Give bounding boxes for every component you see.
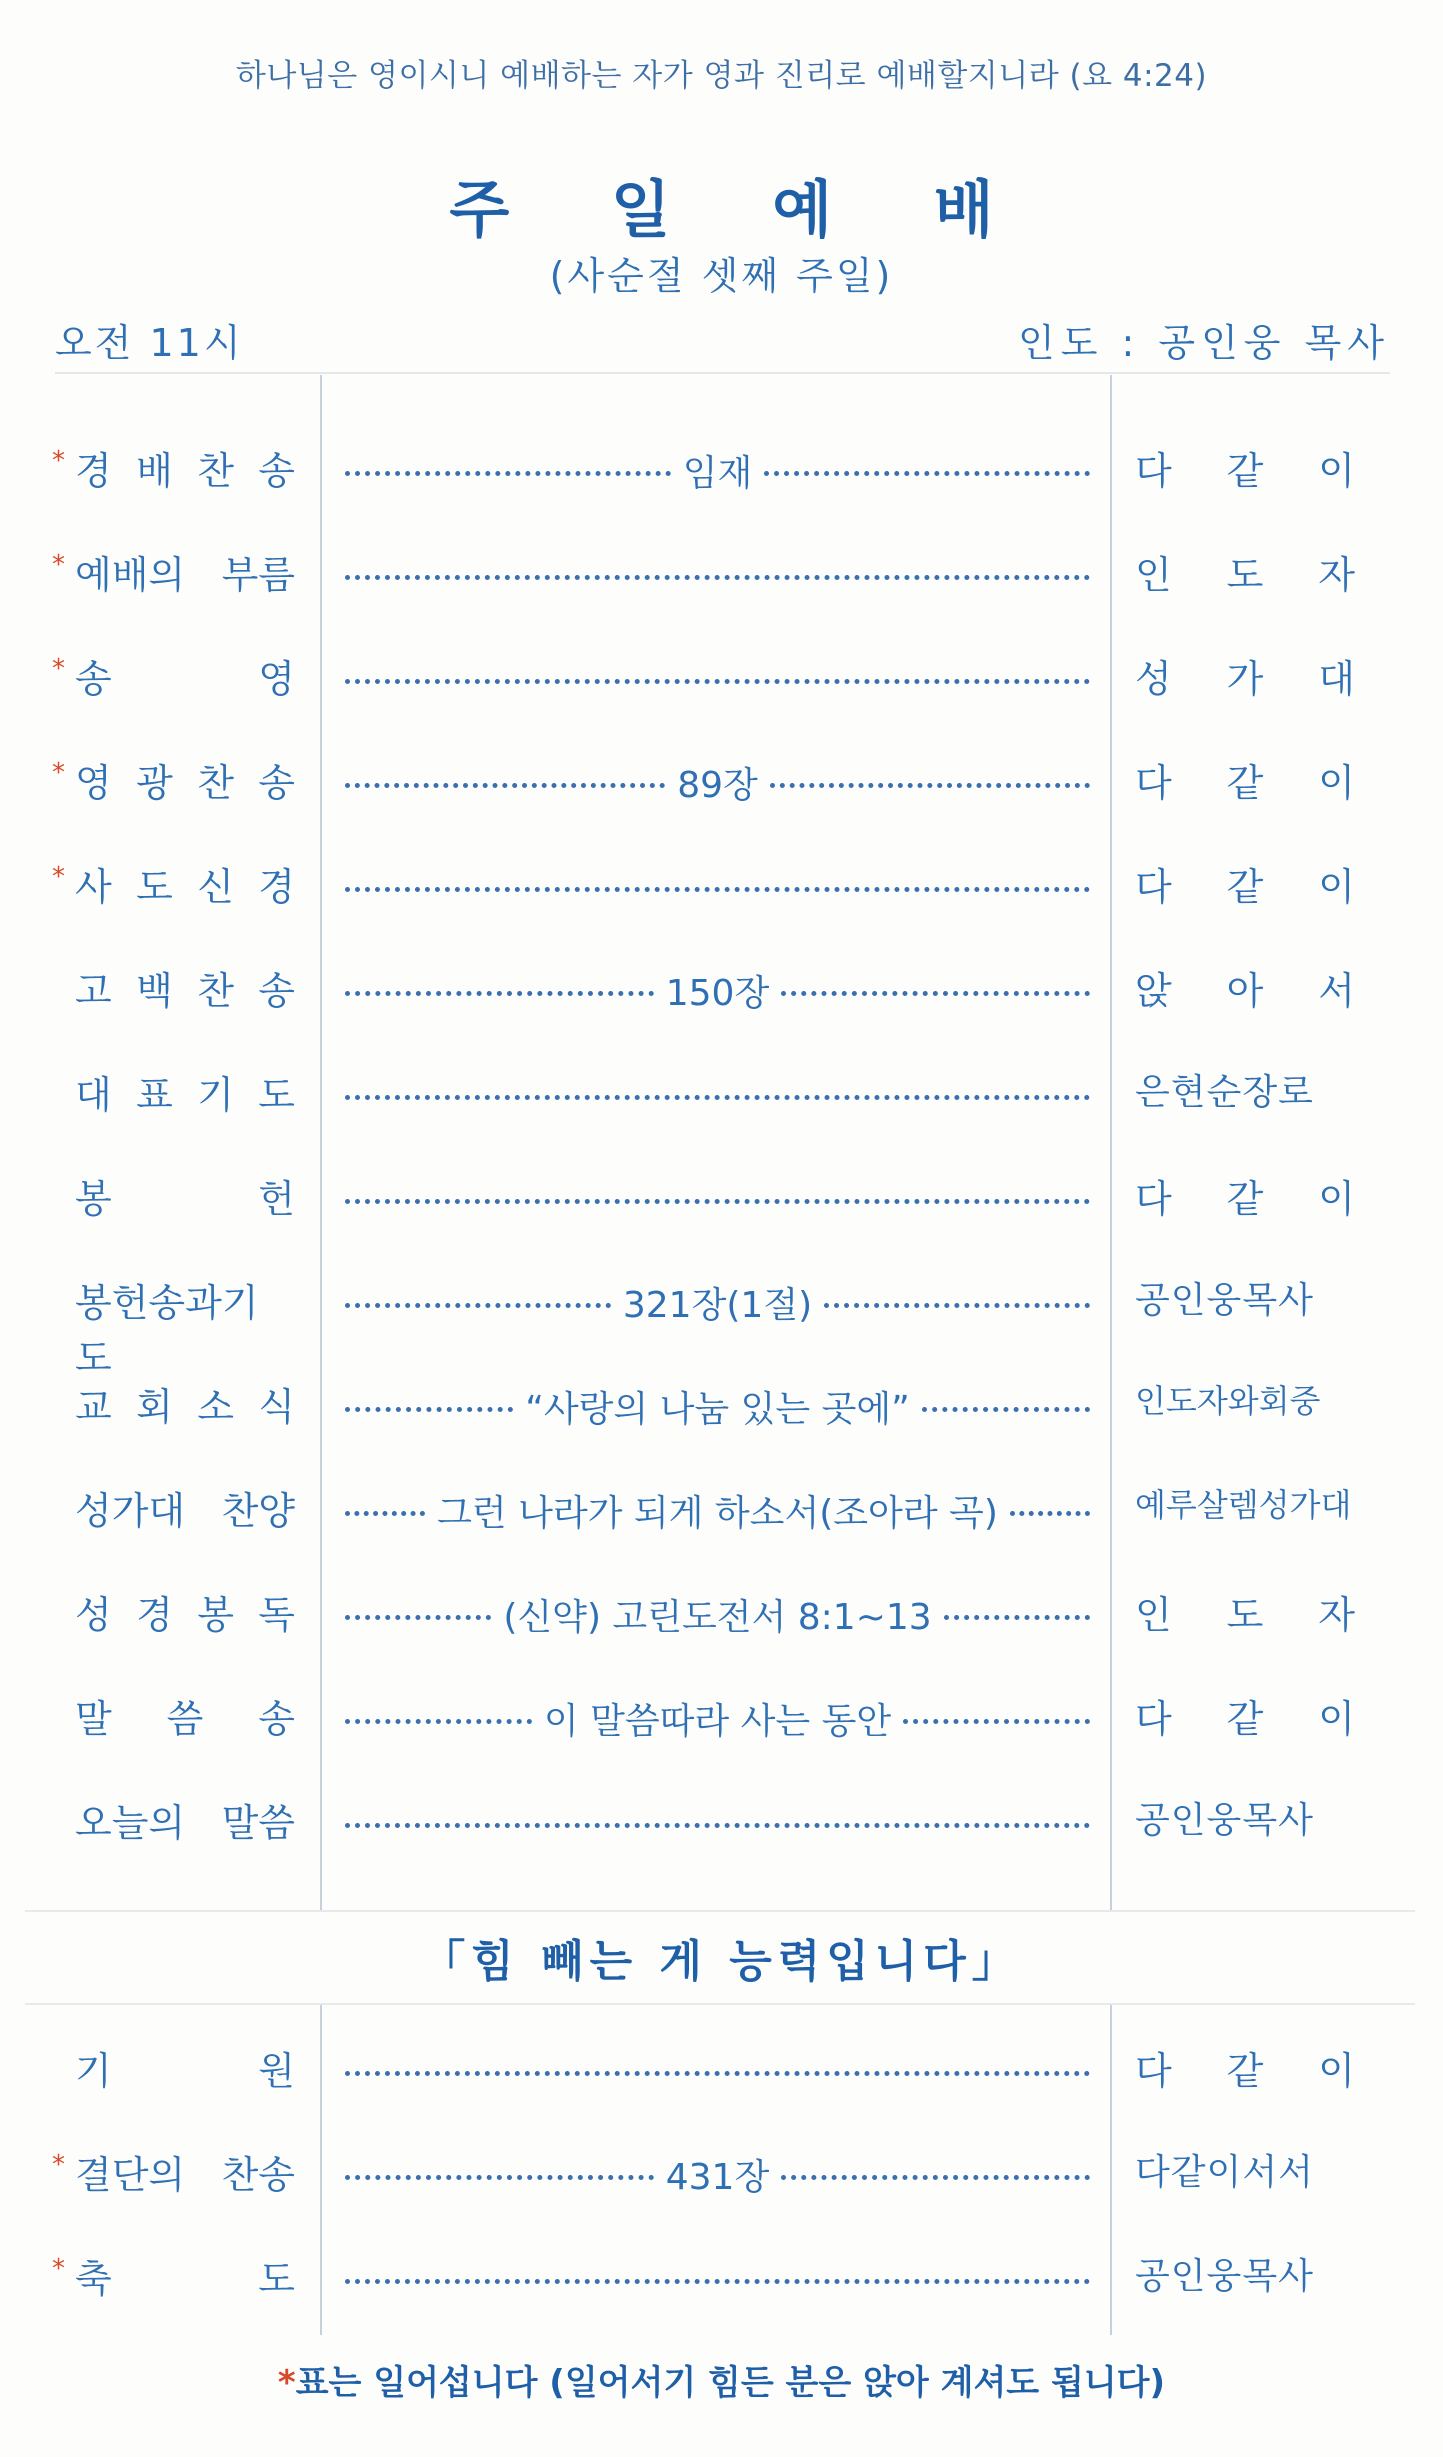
person-part: 예루살렘성가대 (1135, 1486, 1352, 1524)
order-item (0, 1272, 1443, 1380)
label-part: 축 (75, 2257, 112, 2301)
label-part: 찬양 (221, 1489, 295, 1533)
order-item-person (1135, 1584, 1355, 1639)
label-part: 송 (258, 969, 295, 1013)
label-part: 회 (136, 1385, 173, 1429)
order-item-label (75, 960, 295, 1015)
label-part: 봉 (197, 1593, 234, 1637)
order-item-person (1135, 856, 1355, 911)
label-part: 예배의 (75, 553, 186, 597)
person-part: 은현순장로 (1135, 1072, 1314, 1113)
order-item-label (75, 544, 295, 599)
order-item-content: 이 말씀따라 사는 동안 (543, 1700, 892, 1742)
page-subtitle: (사순절 셋째 주일) (549, 254, 894, 298)
dot-leader (345, 1719, 532, 1724)
label-part: 고 (75, 969, 112, 1013)
order-item-label (75, 2144, 295, 2199)
label-part: 말씀 (221, 1801, 295, 1845)
order-item-person (1135, 2248, 1355, 2299)
label-part: 성가대 (75, 1489, 186, 1533)
order-item-person (1135, 648, 1355, 703)
order-item-person (1135, 1272, 1355, 1323)
label-part: 헌 (258, 1177, 295, 1221)
label-part: 배 (136, 449, 173, 493)
order-item-detail (345, 2144, 1090, 2204)
person-part: 같 (1226, 449, 1264, 493)
order-item-label (75, 1584, 295, 1639)
person-part: 이 (1318, 449, 1355, 493)
person-part: 인 (1135, 553, 1172, 597)
person-part: 도 (1226, 553, 1264, 597)
label-part: 사 (75, 865, 112, 909)
order-item-label (75, 2248, 295, 2303)
person-part: 아 (1226, 969, 1264, 1013)
label-part: 신 (197, 865, 234, 909)
order-item-content: 321장(1절) (622, 1284, 813, 1326)
order-item-detail (345, 1688, 1090, 1748)
order-item-detail (345, 960, 1090, 1020)
order-item-label (75, 1168, 295, 1223)
standing-marker: * (52, 446, 65, 476)
label-part: 결단의 (75, 2153, 186, 2197)
label-part: 송 (258, 761, 295, 805)
person-part: 이 (1318, 1177, 1355, 1221)
page-title: 주 일 예 배 (449, 173, 1034, 246)
label-part: 대 (75, 1073, 112, 1117)
standing-marker: * (52, 758, 65, 788)
label-part: 광 (136, 761, 173, 805)
order-item-detail (345, 856, 1090, 916)
order-item-person (1135, 960, 1355, 1015)
dot-leader (345, 1199, 1090, 1204)
sermon-title: 「힘 빼는 게 능력입니다」 (421, 1936, 1022, 1987)
person-part: 다같이서서 (1135, 2152, 1314, 2193)
order-item-label (75, 2040, 295, 2095)
label-part: 경 (258, 865, 295, 909)
person-part: 앉 (1135, 969, 1172, 1013)
person-part: 같 (1226, 1697, 1264, 1741)
dot-leader (345, 1823, 1090, 1828)
dot-leader (770, 783, 1090, 788)
order-item (0, 1376, 1443, 1436)
order-item-detail (345, 1168, 1090, 1228)
order-item-label (75, 440, 295, 495)
label-part: 경 (136, 1593, 173, 1637)
label-part: 봉 (75, 1177, 112, 1221)
order-item-person (1135, 1168, 1355, 1223)
label-part: 성 (75, 1593, 112, 1637)
standing-marker: * (52, 654, 65, 684)
dot-leader (345, 1303, 611, 1308)
order-item-person (1135, 440, 1355, 495)
label-part: 찬송 (221, 2153, 295, 2197)
label-part: 기 (75, 2049, 112, 2093)
label-part: 찬 (197, 761, 234, 805)
person-part: 성 (1135, 657, 1172, 701)
order-item-content: (신약) 고린도전서 8:1~13 (503, 1596, 932, 1638)
label-part: 송 (258, 449, 295, 493)
label-part: 독 (258, 1593, 295, 1637)
label-part: 도 (258, 2257, 295, 2301)
person-part: 다 (1135, 761, 1172, 805)
order-item-label (75, 856, 295, 911)
order-item (0, 960, 1443, 1020)
person-part: 이 (1318, 761, 1355, 805)
order-item (0, 2144, 1443, 2204)
person-part: 같 (1226, 865, 1264, 909)
order-item-detail (345, 1272, 1090, 1332)
dot-leader (345, 783, 665, 788)
person-part: 다 (1135, 1177, 1172, 1221)
star-marker: * (277, 2363, 296, 2403)
order-item (0, 752, 1443, 812)
person-part: 도 (1226, 1593, 1264, 1637)
dot-leader (345, 991, 654, 996)
person-part: 이 (1318, 1697, 1355, 1741)
person-part: 서 (1318, 969, 1355, 1013)
person-part: 다 (1135, 865, 1172, 909)
order-item-detail (345, 2040, 1090, 2100)
service-leader: 인도 : 공인웅 목사 (1018, 321, 1390, 365)
label-part: 봉헌송과기도 (75, 1281, 259, 1380)
label-part: 찬 (197, 969, 234, 1013)
order-item-detail (345, 1376, 1090, 1436)
person-part: 공인웅목사 (1135, 1280, 1314, 1321)
person-part: 대 (1318, 657, 1355, 701)
dot-leader (824, 1303, 1090, 1308)
order-item (0, 440, 1443, 500)
person-part: 공인웅목사 (1135, 1800, 1314, 1841)
dot-leader (781, 991, 1090, 996)
service-time: 오전 11시 (55, 321, 244, 365)
order-item-content: “사랑의 나눔 있는 곳에” (525, 1388, 910, 1430)
order-item-detail (345, 752, 1090, 812)
standing-marker: * (52, 2254, 65, 2284)
label-part: 표 (136, 1073, 173, 1117)
label-part: 찬 (197, 449, 234, 493)
order-item (0, 1064, 1443, 1124)
person-part: 다 (1135, 2049, 1172, 2093)
label-part: 도 (258, 1073, 295, 1117)
dot-leader (345, 575, 1090, 580)
order-item (0, 1688, 1443, 1748)
order-item-person (1135, 752, 1355, 807)
dot-leader (781, 2175, 1090, 2180)
dot-leader (345, 679, 1090, 684)
order-item (0, 2248, 1443, 2308)
order-item-label (75, 1272, 295, 1382)
label-part: 부름 (221, 553, 295, 597)
order-item-content: 89장 (677, 764, 758, 806)
order-item-detail (345, 2248, 1090, 2308)
order-item-content: 임재 (682, 452, 753, 494)
person-part: 이 (1318, 2049, 1355, 2093)
dot-leader (345, 471, 671, 476)
order-item-label (75, 648, 295, 703)
order-item (0, 856, 1443, 916)
label-part: 교 (75, 1385, 112, 1429)
label-part: 소 (197, 1385, 234, 1429)
order-item-person (1135, 1688, 1355, 1743)
person-part: 이 (1318, 865, 1355, 909)
order-item-label (75, 1064, 295, 1119)
order-item-person (1135, 1792, 1355, 1843)
order-item-label (75, 1480, 295, 1535)
column-divider-right-top (1110, 375, 1112, 1910)
order-item-content: 그런 나라가 되게 하소서(조아라 곡) (437, 1492, 998, 1534)
column-divider-left-top (320, 375, 322, 1910)
person-part: 인 (1135, 1593, 1172, 1637)
order-item-person (1135, 1064, 1355, 1115)
service-info (55, 312, 1390, 374)
person-part: 다 (1135, 449, 1172, 493)
dot-leader (345, 2175, 654, 2180)
order-item-person (1135, 2040, 1355, 2095)
dot-leader (345, 887, 1090, 892)
order-item-person (1135, 544, 1355, 599)
order-item-detail (345, 648, 1090, 708)
section-divider (25, 1910, 1415, 1912)
label-part: 오늘의 (75, 1801, 186, 1845)
order-item-label (75, 1688, 295, 1743)
dot-leader (764, 471, 1090, 476)
dot-leader (944, 1615, 1090, 1620)
dot-leader (345, 1407, 513, 1412)
order-item (0, 544, 1443, 604)
label-part: 기 (197, 1073, 234, 1117)
label-part: 도 (136, 865, 173, 909)
order-item-detail (345, 1480, 1090, 1540)
standing-marker: * (52, 862, 65, 892)
standing-marker: * (52, 550, 65, 580)
label-part: 영 (75, 761, 112, 805)
person-part: 공인웅목사 (1135, 2256, 1314, 2297)
order-item-label (75, 1792, 295, 1847)
order-item-detail (345, 1792, 1090, 1852)
label-part: 송 (258, 1697, 295, 1741)
order-item-label (75, 1376, 295, 1431)
label-part: 백 (136, 969, 173, 1013)
order-item (0, 648, 1443, 708)
order-item-person (1135, 2144, 1355, 2195)
label-part: 말 (75, 1697, 112, 1741)
dot-leader (903, 1719, 1090, 1724)
order-item-detail (345, 544, 1090, 604)
label-part: 경 (75, 449, 112, 493)
order-item-detail (345, 1064, 1090, 1124)
section-divider (25, 2003, 1415, 2005)
order-item-content: 431장 (665, 2156, 770, 2198)
order-item (0, 1792, 1443, 1852)
order-item-detail (345, 440, 1090, 500)
label-part: 영 (258, 657, 295, 701)
dot-leader (345, 1095, 1090, 1100)
dot-leader (345, 2279, 1090, 2284)
order-item (0, 1168, 1443, 1228)
label-part: 씀 (166, 1697, 204, 1741)
order-item-person (1135, 1376, 1355, 1422)
scripture-verse: 하나님은 영이시니 예배하는 자가 영과 진리로 예배할지니라 (요 4:24) (235, 58, 1208, 94)
person-part: 같 (1226, 1177, 1264, 1221)
person-part: 같 (1226, 761, 1264, 805)
standing-marker: * (52, 2150, 65, 2180)
order-item-content: 150장 (665, 972, 770, 1014)
order-item (0, 1480, 1443, 1540)
order-item-label (75, 752, 295, 807)
order-item (0, 2040, 1443, 2100)
order-item (0, 1584, 1443, 1644)
person-part: 인도자와회중 (1135, 1382, 1321, 1420)
dot-leader (345, 1511, 425, 1516)
order-item-person (1135, 1480, 1355, 1526)
footer-text: 표는 일어섭니다 (일어서기 힘든 분은 앉아 계셔도 됩니다) (295, 2363, 1166, 2403)
dot-leader (1010, 1511, 1090, 1516)
order-item-detail (345, 1584, 1090, 1644)
dot-leader (922, 1407, 1090, 1412)
person-part: 자 (1318, 1593, 1355, 1637)
footer-note (0, 2355, 1443, 2404)
person-part: 다 (1135, 1697, 1172, 1741)
person-part: 가 (1226, 657, 1264, 701)
dot-leader (345, 1615, 491, 1620)
person-part: 자 (1318, 553, 1355, 597)
dot-leader (345, 2071, 1090, 2076)
label-part: 식 (258, 1385, 295, 1429)
label-part: 송 (75, 657, 112, 701)
person-part: 같 (1226, 2049, 1264, 2093)
label-part: 원 (258, 2049, 295, 2093)
